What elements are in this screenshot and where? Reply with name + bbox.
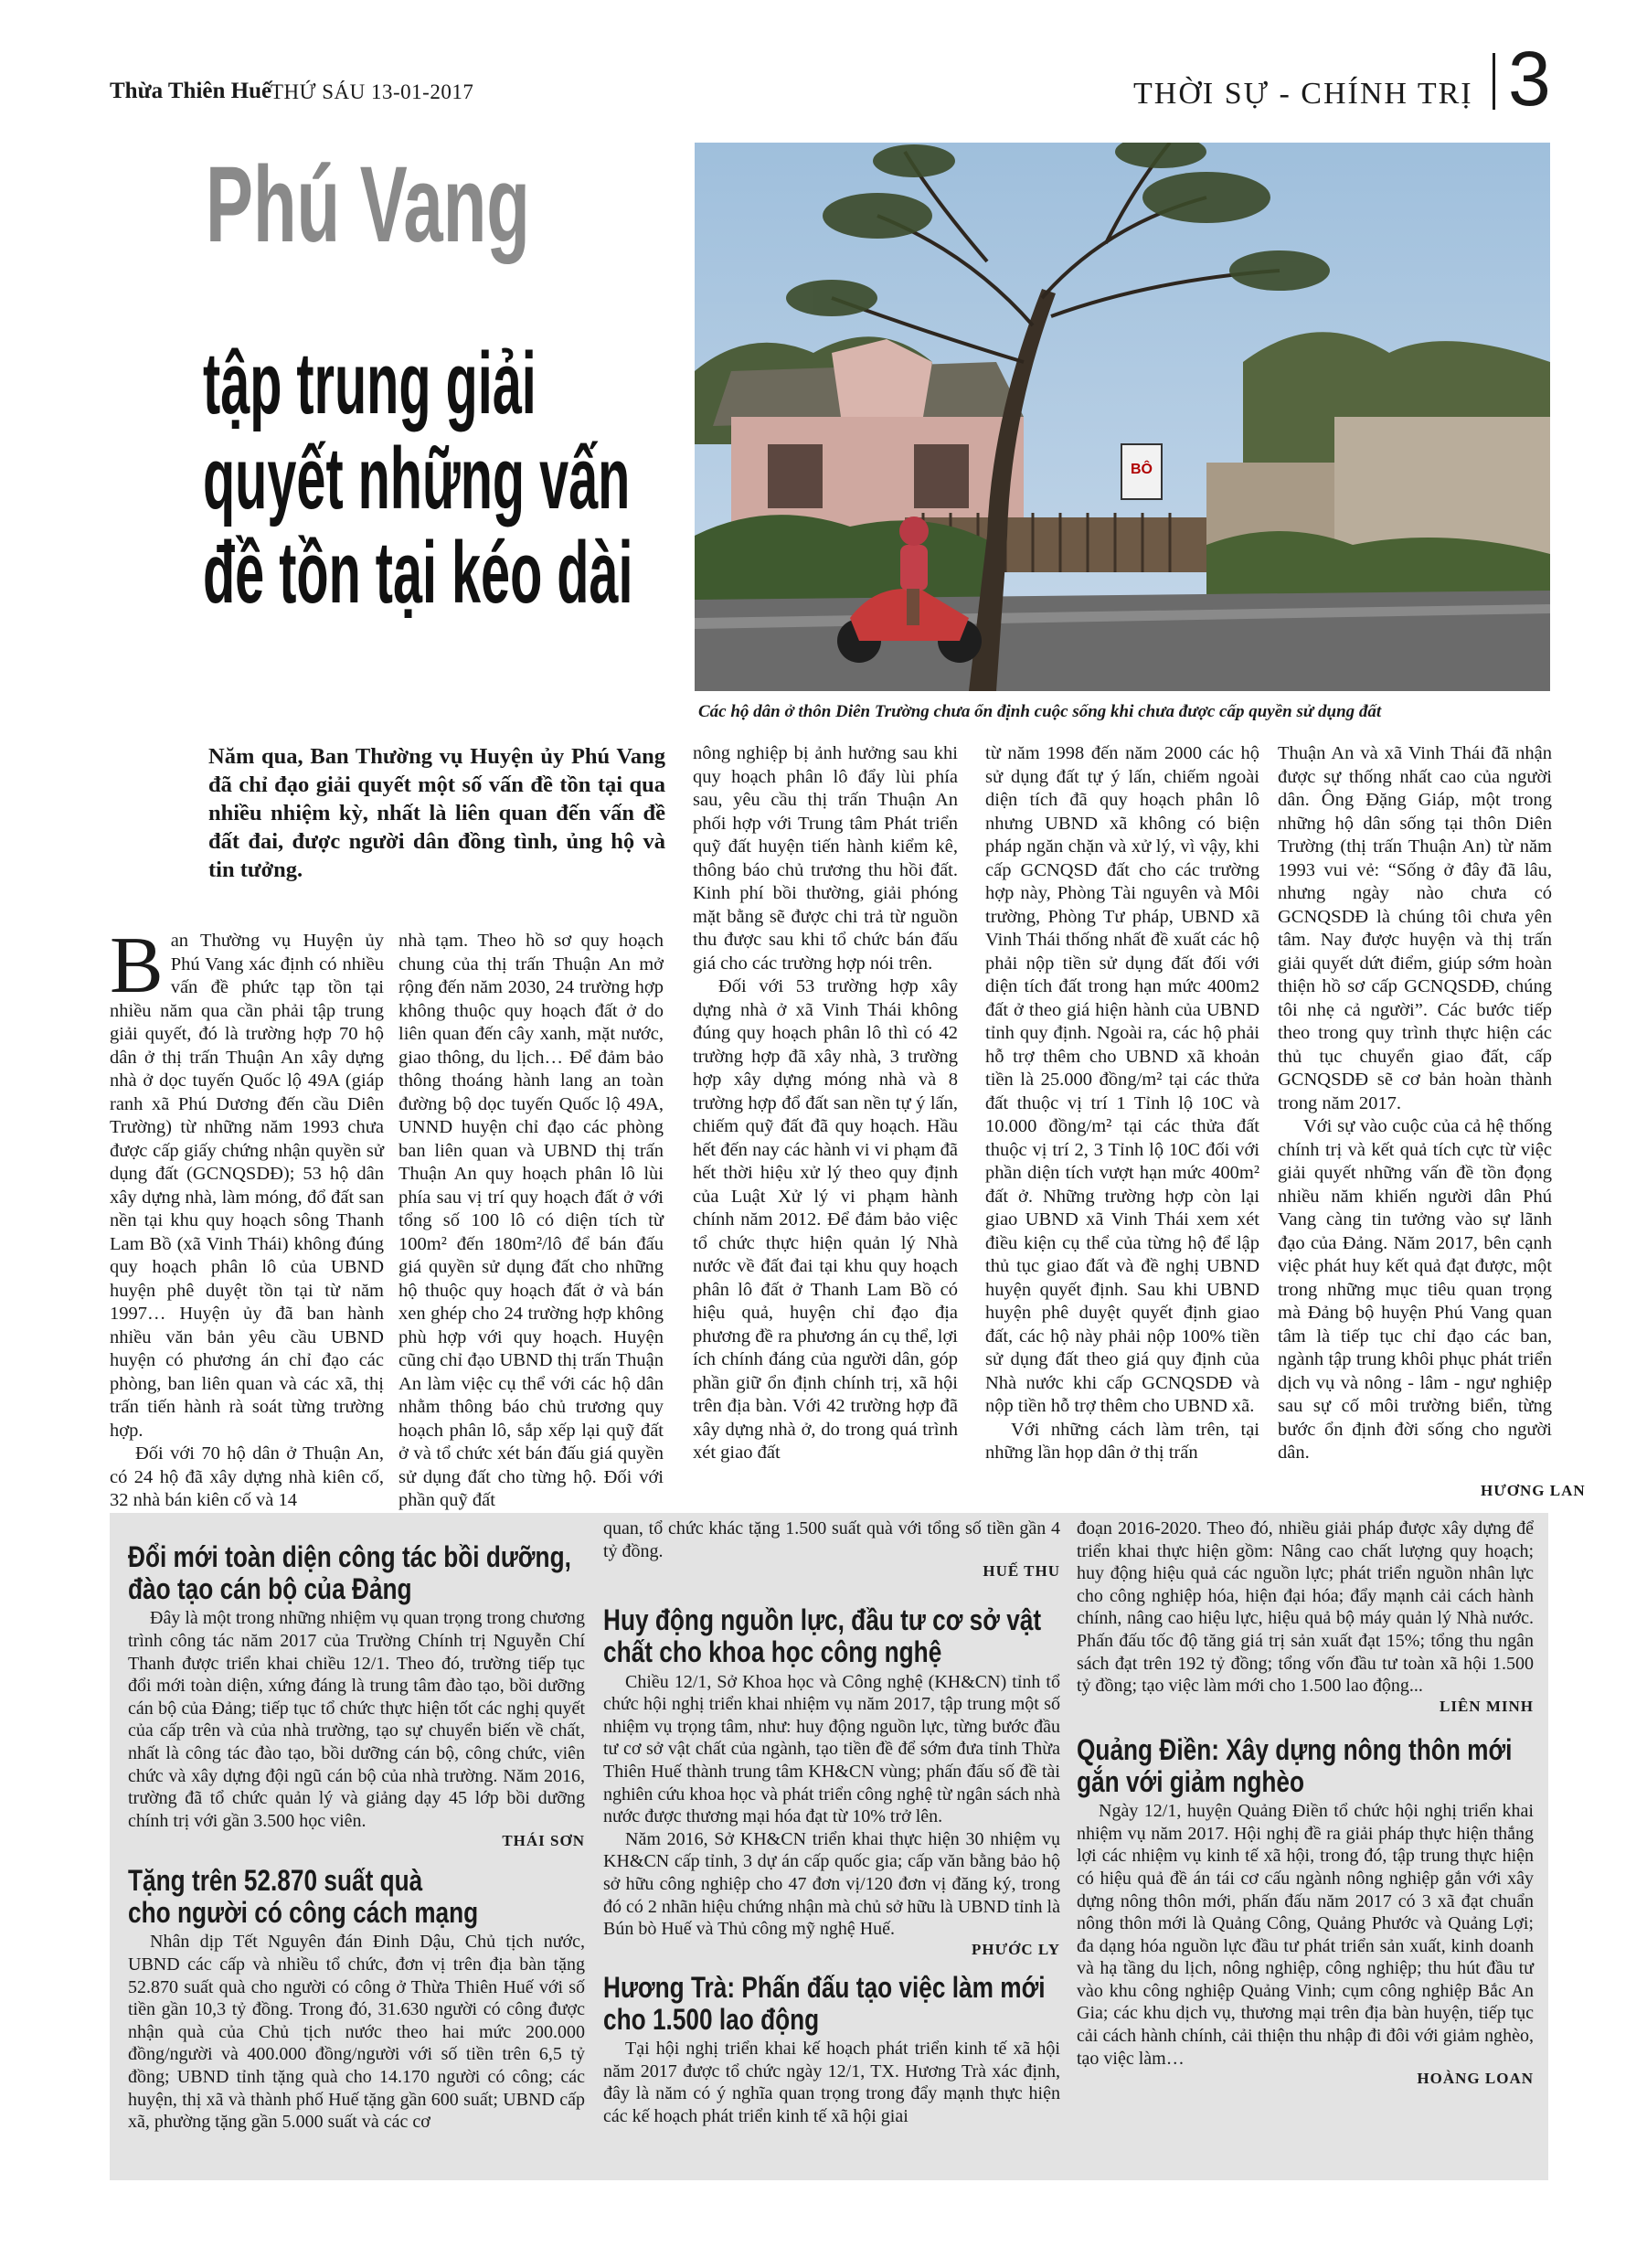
- paragraph: Với sự vào cuộc của cả hệ thống chính trị và kết quả tích cực từ việc giải quyết những vấn đề tồn đọng nhiều năm khiến người dân Phú Vang càng tin tưởng vào sự lãnh đạo của Đảng. Năm 2017, bên cạnh việc phát huy kết quả đạt được, một trong những mục tiêu quan trọng mà Đảng bộ huyện Phú Vang quan tâm là tiếp tục chỉ đạo các ban, ngành tập trung khôi phục phát triển dịch vụ và nông - lâm - ngư nghiệp sau sự cố môi trường biển, từng bước ổn định đời sống cho người dân.: [1278, 1116, 1552, 1464]
- svg-text:BÔ: BÔ: [1131, 462, 1153, 477]
- article-author: HƯƠNG LAN: [1481, 1482, 1586, 1499]
- brief-title: Huy động nguồn lực, đầu tư cơ sở vật: [603, 1603, 1042, 1637]
- brief-author: HOÀNG LOAN: [1417, 2070, 1534, 2088]
- headline-kicker: Phú Vang: [206, 144, 530, 265]
- brief-author: PHƯỚC LY: [972, 1940, 1060, 1958]
- brief-title: gắn với giảm nghèo: [1077, 1764, 1305, 1798]
- brief-title: Quảng Điền: Xây dựng nông thôn mới: [1077, 1732, 1513, 1766]
- paragraph: Thuận An và xã Vinh Thái đã nhận được sự thống nhất cao của người dân. Ông Đặng Giáp, một trong những hộ dân sống tại thôn Diên Trường (thị trấn Thuận An) từ năm 1993 vui vẻ: “Sống ở đây đã lâu, nhưng ngày nào chưa có GCNQSDĐ là chúng tôi chưa yên tâm. Nay được huyện và thị trấn giải quyết dứt điểm, giúp sớm hoàn thiện hồ sơ cấp GCNQSDĐ, chúng tôi nhẹ cả người”. Các bước tiếp theo trong quy trình thực hiện các thủ tục chuyển giao đất, cấp GCNQSDĐ sẽ cơ bản hoàn thành trong năm 2017.: [1278, 743, 1552, 1113]
- brief-title: cho người có công cách mạng: [128, 1896, 479, 1930]
- section-title: THỜI SỰ - CHÍNH TRỊ: [1133, 77, 1473, 111]
- brief-title: chất cho khoa học công nghệ: [603, 1635, 942, 1669]
- article-column-4: [985, 742, 1259, 1465]
- drop-cap: B: [110, 921, 164, 1010]
- brief-3: [603, 1604, 1060, 1959]
- brief-1: [128, 1541, 585, 1850]
- brief-body: Nhân dịp Tết Nguyên đán Đinh Dậu, Chủ tịch nước, UBND các cấp và nhiều tổ chức, đơn vị trên địa bàn tặng 52.870 suất quà cho người có công ở Thừa Thiên Huế với số tiền gần 10,3 tỷ đồng. Trong đó, 31.630 người có công được nhận quà của Chủ tịch nước theo hai mức 200.000 đồng/người và 400.000 đồng/người với số tiền trên 6,5 tỷ đồng; UBND tỉnh tặng quà cho 14.170 người có công; các huyện, thị xã và thành phố Huế tặng gần 600 suất; UBND cấp xã, phường tặng gần 5.000 suất và các cơ: [128, 1932, 585, 2133]
- brief-2: [128, 1865, 585, 2134]
- brief-continuation: quan, tổ chức khác tặng 1.500 suất quà với tổng số tiền gần 4 tỷ đồng.: [603, 1518, 1060, 1561]
- brief-column-2: [603, 1517, 1060, 2127]
- brief-title: Tặng trên 52.870 suất quà: [128, 1864, 423, 1897]
- brief-title: đào tạo cán bộ của Đảng: [128, 1572, 412, 1606]
- article-column-5: [1278, 742, 1552, 1465]
- brief-author: HUẾ THU: [983, 1562, 1060, 1581]
- paragraph: Đối với 53 trường hợp xây dựng nhà ở xã Vinh Thái không đúng quy hoạch phân lô thì có 42 trường hợp đã xây nhà, 3 trường hợp xây dựng móng nhà và 8 trường hợp đổ đất san nền tự ý lấn, chiếm quỹ đất đã quy hoạch. Hầu hết đến nay các hành vi vi phạm đã hết thời hiệu xử lý theo quy định của Luật Xử lý vi phạm hành chính năm 2012. Để đảm bảo việc tổ chức thực hiện quản lý Nhà nước về đất đai tại khu quy hoạch phân lô đất ở Thanh Lam Bồ có hiệu quả, huyện chỉ đạo địa phương đề ra phương án cụ thể, lợi ích chính đáng của người dân, góp phần giữ ổn định chính trị, xã hội trên địa bàn. Với 42 trường hợp đã xây dựng nhà ở, do trong quá trình xét giao đất: [693, 976, 958, 1464]
- masthead: Thừa Thiên Huế: [110, 79, 272, 103]
- brief-4: [603, 1972, 1060, 2128]
- article-column-3: [693, 742, 958, 1465]
- brief-body: Chiều 12/1, Sở Khoa học và Công nghệ (KH&CN) tỉnh tổ chức hội nghị triển khai nhiệm vụ năm 2017, tập trung một số nhiệm vụ trọng tâm, như: huy động nguồn lực, từng bước đầu tư cơ sở vật chất của ngành, tạo tiền đề để sớm đưa tỉnh Thừa Thiên Huế thành trung tâm KH&CN vùng; phấn đấu số đề tài nghiên cứu khoa học và phát triển công nghệ từ ngân sách nhà nước được thương mại hóa đạt từ 10% trở lên. Năm 2016, Sở KH&CN triển khai thực hiện 30 nhiệm vụ KH&CN cấp tỉnh, 3 dự án cấp quốc gia; cấp văn bằng bảo hộ sở hữu công nghiệp cho 47 đơn vị/120 đơn vị đăng ký, trong đó có 2 nhãn hiệu chứng nhận mà chủ sở hữu là UBND tỉnh là Bún bò Huế và Thủ công mỹ nghệ Huế.: [603, 1671, 1060, 1940]
- brief-author: THÁI SƠN: [502, 1832, 585, 1850]
- brief-body: Đây là một trong những nhiệm vụ quan trọng trong chương trình công tác năm 2017 của Trường Chính trị Nguyễn Chí Thanh được triển khai chiều 12/1. Theo đó, trường tiếp tục đổi mới toàn diện, xứng đáng là trung tâm đào tạo, bồi dưỡng cán bộ của Đảng; tiếp tục tổ chức thực hiện tốt các nghị quyết của cấp trên và của nhà trường, tạo sự chuyển biến về chất, nhất là công tác đào tạo, bồi dưỡng cán bộ, công chức, viên chức và xây dựng đội ngũ cán bộ của nhà trường. Năm 2016, trường đã tổ chức quản lý và giảng dạy 45 lớp bồi dưỡng chính trị với gần 3.500 học viên.: [128, 1608, 585, 1831]
- paragraph: nhà tạm. Theo hồ sơ quy hoạch chung của thị trấn Thuận An mở rộng đến năm 2030, 24 trường hợp không thuộc quy hoạch đất ở do liên quan đến cây xanh, mặt nước, giao thông, du lịch… Để đảm bảo thông thoáng hành lang an toàn đường bộ dọc tuyến Quốc lộ 49A, UNND huyện chỉ đạo các phòng ban liên quan và UBND thị trấn Thuận An quy hoạch phân lô lùi phía sau vị trí quy hoạch đất ở với tổng số 100 lô có diện tích từ 100m² đến 180m²/lô để bán đấu giá quyền sử dụng đất cho những hộ thuộc quy hoạch đất ở và bán xen ghép cho 24 trường hợp không phù hợp với quy hoạch. Huyện cũng chỉ đạo UBND thị trấn Thuận An làm việc cụ thể với các hộ dân nhằm thông báo chủ trương quy hoạch phân lô, sắp xếp lại quỹ đất ở và tổ chức xét bán đấu giá quyền sử dụng đất cho từng hộ. Đối với phần quỹ đất: [398, 931, 664, 1511]
- photo-caption: Các hộ dân ở thôn Diên Trường chưa ổn định cuộc sống khi chưa được cấp quyền sử dụng đất: [698, 702, 1382, 721]
- section-divider: [1493, 53, 1495, 110]
- brief-continuation: đoạn 2016-2020. Theo đó, nhiều giải pháp được xây dựng để triển khai thực hiện gồm: Nâng cao chất lượng quy hoạch; huy động hiệu quả các nguồn lực; phát triển nguồn nhân lực cho công nghiệp hóa, hiện đại hóa; đẩy mạnh cải cách hành chính, nâng cao hiệu lực, hiệu quả bộ máy quản lý Nhà nước. Phấn đấu tốc độ tăng giá trị sản xuất đạt 15%; tổng thu ngân sách đạt trên 192 tỷ đồng; tổng vốn đầu tư toàn xã hội 1.500 tỷ đồng; tạo việc làm mới cho 1.500 lao động...: [1077, 1518, 1534, 1697]
- publication-date: THỨ SÁU 13-01-2017: [271, 80, 474, 103]
- headline: tập trung giải quyết những vấn đề tồn tại kéo dài: [203, 335, 633, 623]
- brief-title: Hương Trà: Phấn đấu tạo việc làm mới: [603, 1970, 1046, 2004]
- article-lead: Năm qua, Ban Thường vụ Huyện ủy Phú Vang đã chỉ đạo giải quyết một số vấn đề tồn tại qua nhiều nhiệm kỳ, nhất là liên quan đến vấn đề đất đai, được người dân đồng tình, ủng hộ và tin tưởng.: [208, 744, 665, 883]
- paragraph: từ năm 1998 đến năm 2000 các hộ sử dụng đất tự ý lấn, chiếm ngoài diện tích đã quy hoạch phân lô nhưng UBND xã không có biện pháp ngăn chặn và xử lý, vì vậy, khi cấp GCNQSD đất cho các trường hợp này, Phòng Tài nguyên và Môi trường, Phòng Tư pháp, UBND xã Vinh Thái thống nhất đề xuất các hộ phải nộp tiền sử dụng đất đối với diện tích đất trong hạn mức 400m2 đất ở theo giá hiện hành của UBND tỉnh quy định. Ngoài ra, các hộ phải hỗ trợ thêm cho UBND xã khoản tiền là 25.000 đồng/m² tại các thửa đất thuộc vị trí 1 Tỉnh lộ 10C và 10.000 đồng/m² tại các thửa đất thuộc vị trí 2, 3 Tỉnh lộ 10C đối với phần diện tích vượt hạn mức 400m² đất ở. Những trường hợp còn lại giao UBND xã Vinh Thái xem xét điều kiện cụ thể của từng hộ để lập thủ tục giao đất và đề nghị UBND huyện quyết định. Sau khi UBND huyện phê duyệt quyết định giao đất, các hộ này phải nộp 100% tiền sử dụng đất theo giá quy định của Nhà nước khi cấp GCNQSDĐ và nộp tiền hỗ trợ thêm cho UBND xã.: [985, 743, 1259, 1417]
- brief-title: Đổi mới toàn diện công tác bồi dưỡng,: [128, 1540, 571, 1573]
- article-column-2: [398, 930, 664, 1513]
- paragraph: Ban Thường vụ Huyện ủy Phú Vang xác định có nhiều vấn đề phức tạp tồn tại nhiều năm qua cần phải tập trung giải quyết, đó là trường hợp 70 hộ dân ở thị trấn Thuận An xây dựng nhà ở dọc tuyến Quốc lộ 49A (giáp ranh xã Phú Dương đến cầu Diên Trường) từ những năm 1993 chưa được cấp giấy chứng nhận quyền sử dụng đất (GCNQSDĐ); 53 hộ dân xây dựng nhà, làm móng, đổ đất san nền tại khu quy hoạch sông Thanh Lam Bồ (xã Vinh Thái) không đúng quy hoạch phân lô của UBND huyện phê duyệt tồn tại từ năm 1997… Huyện ủy đã ban hành nhiều văn bản yêu cầu UBND huyện có phương án chỉ đạo các phòng, ban liên quan và các xã, thị trấn tiến hành rà soát từng trường hợp.: [110, 921, 384, 1441]
- brief-body: Tại hội nghị triển khai kế hoạch phát triển kinh tế xã hội năm 2017 được tổ chức ngày 12/1, TX. Hương Trà xác định, đây là năm có ý nghĩa quan trọng trong đẩy mạnh thực hiện các kế hoạch phát triển kinh tế xã hội giai: [603, 2039, 1060, 2126]
- brief-column-3: [1077, 1517, 1534, 2088]
- article-photo: [695, 143, 1550, 691]
- paragraph: nông nghiệp bị ảnh hưởng sau khi quy hoạch phân lô đẩy lùi phía sau, yêu cầu thị trấn Thuận An phối hợp với Trung tâm Phát triển quỹ đất huyện tiến hành kiểm kê, thông báo chủ trương thu hồi đất. Kinh phí bồi thường, giải phóng mặt bằng sẽ được chi trả từ nguồn thu được sau khi tổ chức bán đấu giá cho các trường hợp nói trên.: [693, 743, 958, 974]
- brief-title: cho 1.500 lao động: [603, 2002, 820, 2036]
- paragraph: Đối với 70 hộ dân ở Thuận An, có 24 hộ đã xây dựng nhà kiên cố, 32 nhà bán kiên cố và 14: [110, 1443, 384, 1511]
- page-number: 3: [1508, 36, 1551, 122]
- brief-author: LIÊN MINH: [1440, 1697, 1534, 1715]
- brief-5: [1077, 1734, 1534, 2089]
- brief-body: Ngày 12/1, huyện Quảng Điền tổ chức hội nghị triển khai nhiệm vụ năm 2017. Hội nghị đề ra giải pháp thực hiện thắng lợi các nhiệm vụ kinh tế xã hội, trong đó, tập trung thực hiện có hiệu quả đề án tái cơ cấu ngành nông nghiệp gắn với xây dựng nông thôn mới, phấn đấu năm 2017 có 3 xã đạt chuẩn nông thôn mới là Quảng Công, Quảng Phước và Quảng Lợi; đa dạng hóa nguồn lực đầu tư phát triển sản xuất, kinh doanh và hạ tầng du lịch, nông nghiệp, công nghiệp; thu hút đầu tư vào khu công nghiệp Quảng Vinh; cụm công nghiệp Bắc An Gia; các khu dịch vụ, thương mại trên địa bàn huyện, tiếp tục cải cách hành chính, cải thiện thu nhập đi đôi với giảm nghèo, tạo việc làm…: [1077, 1801, 1534, 2069]
- article-column-1: [110, 921, 384, 1513]
- street-scene-illustration: [695, 143, 1550, 691]
- paragraph: Với những cách làm trên, tại những lần họp dân ở thị trấn: [985, 1419, 1259, 1464]
